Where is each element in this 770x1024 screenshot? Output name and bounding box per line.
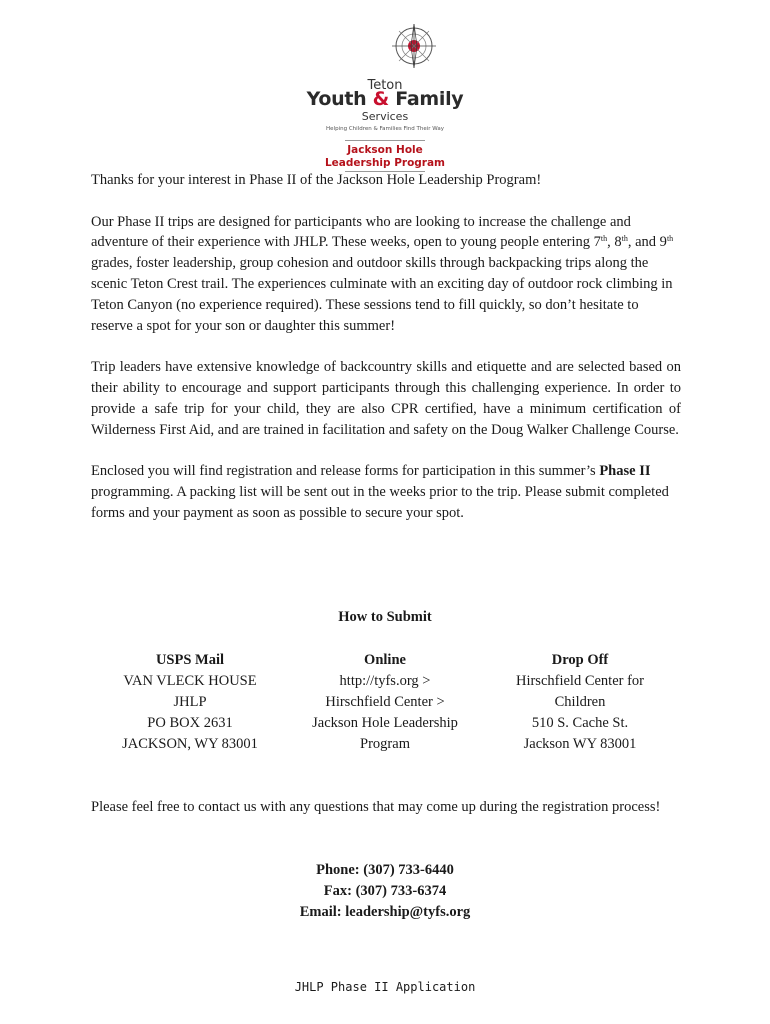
online-path-line: Hirschfield Center >: [325, 694, 445, 710]
letter-body: [91, 170, 681, 544]
address-line: Jackson WY 83001: [523, 736, 637, 752]
online-path-line: Jackson Hole Leadership: [312, 715, 458, 731]
online-column: [295, 650, 475, 755]
online-path-line: Program: [360, 736, 410, 752]
drop-off-column: [495, 650, 665, 755]
closing-paragraph: Please feel free to contact us with any questions that may come up during the registration process!: [91, 799, 661, 815]
address-line: JACKSON, WY 83001: [122, 736, 258, 752]
online-url[interactable]: http://tyfs.org >: [339, 673, 431, 689]
column-title: Online: [364, 652, 406, 668]
column-title: Drop Off: [551, 652, 609, 668]
logo-divider: [345, 140, 425, 141]
how-to-submit-heading: How to Submit: [338, 609, 432, 625]
logo-tagline: Helping Children & Families Find Their Way: [326, 126, 444, 132]
enclosed-forms-paragraph: Enclosed you will find registration and release forms for participation in this summer’s Phase II programming. A packing list will be sent out in the weeks prior to the trip. Please submit completed forms and your payment as soon as possible to secure your spot.: [91, 463, 669, 521]
compass-emblem-icon: [392, 24, 436, 80]
program-name-line1: Jackson Hole: [347, 144, 423, 156]
address-line: JHLP: [173, 694, 207, 710]
organization-logo: [300, 22, 470, 169]
address-line: Hirschfield Center for: [515, 673, 645, 689]
intro-paragraph: Thanks for your interest in Phase II of the Jackson Hole Leadership Program!: [91, 172, 542, 188]
phone-number: Phone: (307) 733-6440: [316, 862, 454, 878]
page-footer: JHLP Phase II Application: [294, 980, 476, 994]
fax-number: Fax: (307) 733-6374: [323, 883, 447, 899]
address-line: PO BOX 2631: [147, 715, 233, 731]
program-name-line2: Leadership Program: [324, 157, 446, 169]
address-line: VAN VLECK HOUSE: [123, 673, 257, 689]
address-line: Children: [554, 694, 606, 710]
email-address[interactable]: Email: leadership@tyfs.org: [299, 904, 471, 920]
contact-info: [0, 860, 770, 923]
column-title: USPS Mail: [155, 652, 225, 668]
address-line: 510 S. Cache St.: [531, 715, 629, 731]
phase-two-paragraph: Our Phase II trips are designed for participants who are looking to increase the challenge and adventure of their experience with JHLP. These weeks, open to young people entering 7th, 8th, and 9th grades, foster leadership, group cohesion and outdoor skills through backpacking trips along the scenic Teton Crest trail. The experiences culminate with an exciting day of outdoor rock climbing in Teton Canyon (no experience required). These sessions tend to fill quickly, so don’t hesitate to reserve a spot for your son or daughter this summer!: [91, 213, 674, 334]
usps-mail-column: [110, 650, 270, 755]
logo-teton-text: Teton: [367, 78, 403, 93]
logo-youth-family-text: Youth & Family: [306, 88, 464, 110]
trip-leaders-paragraph: Trip leaders have extensive knowledge of backcountry skills and etiquette and are selected based on their ability to encourage and support participants through this challenging experience. In order to provide a safe trip for your child, they are also CPR certified, have a minimum certification of Wilderness First Aid, and are trained in facilitation and safety on the Doug Walker Challenge Course.: [91, 359, 681, 438]
logo-services-text: Services: [361, 110, 409, 123]
